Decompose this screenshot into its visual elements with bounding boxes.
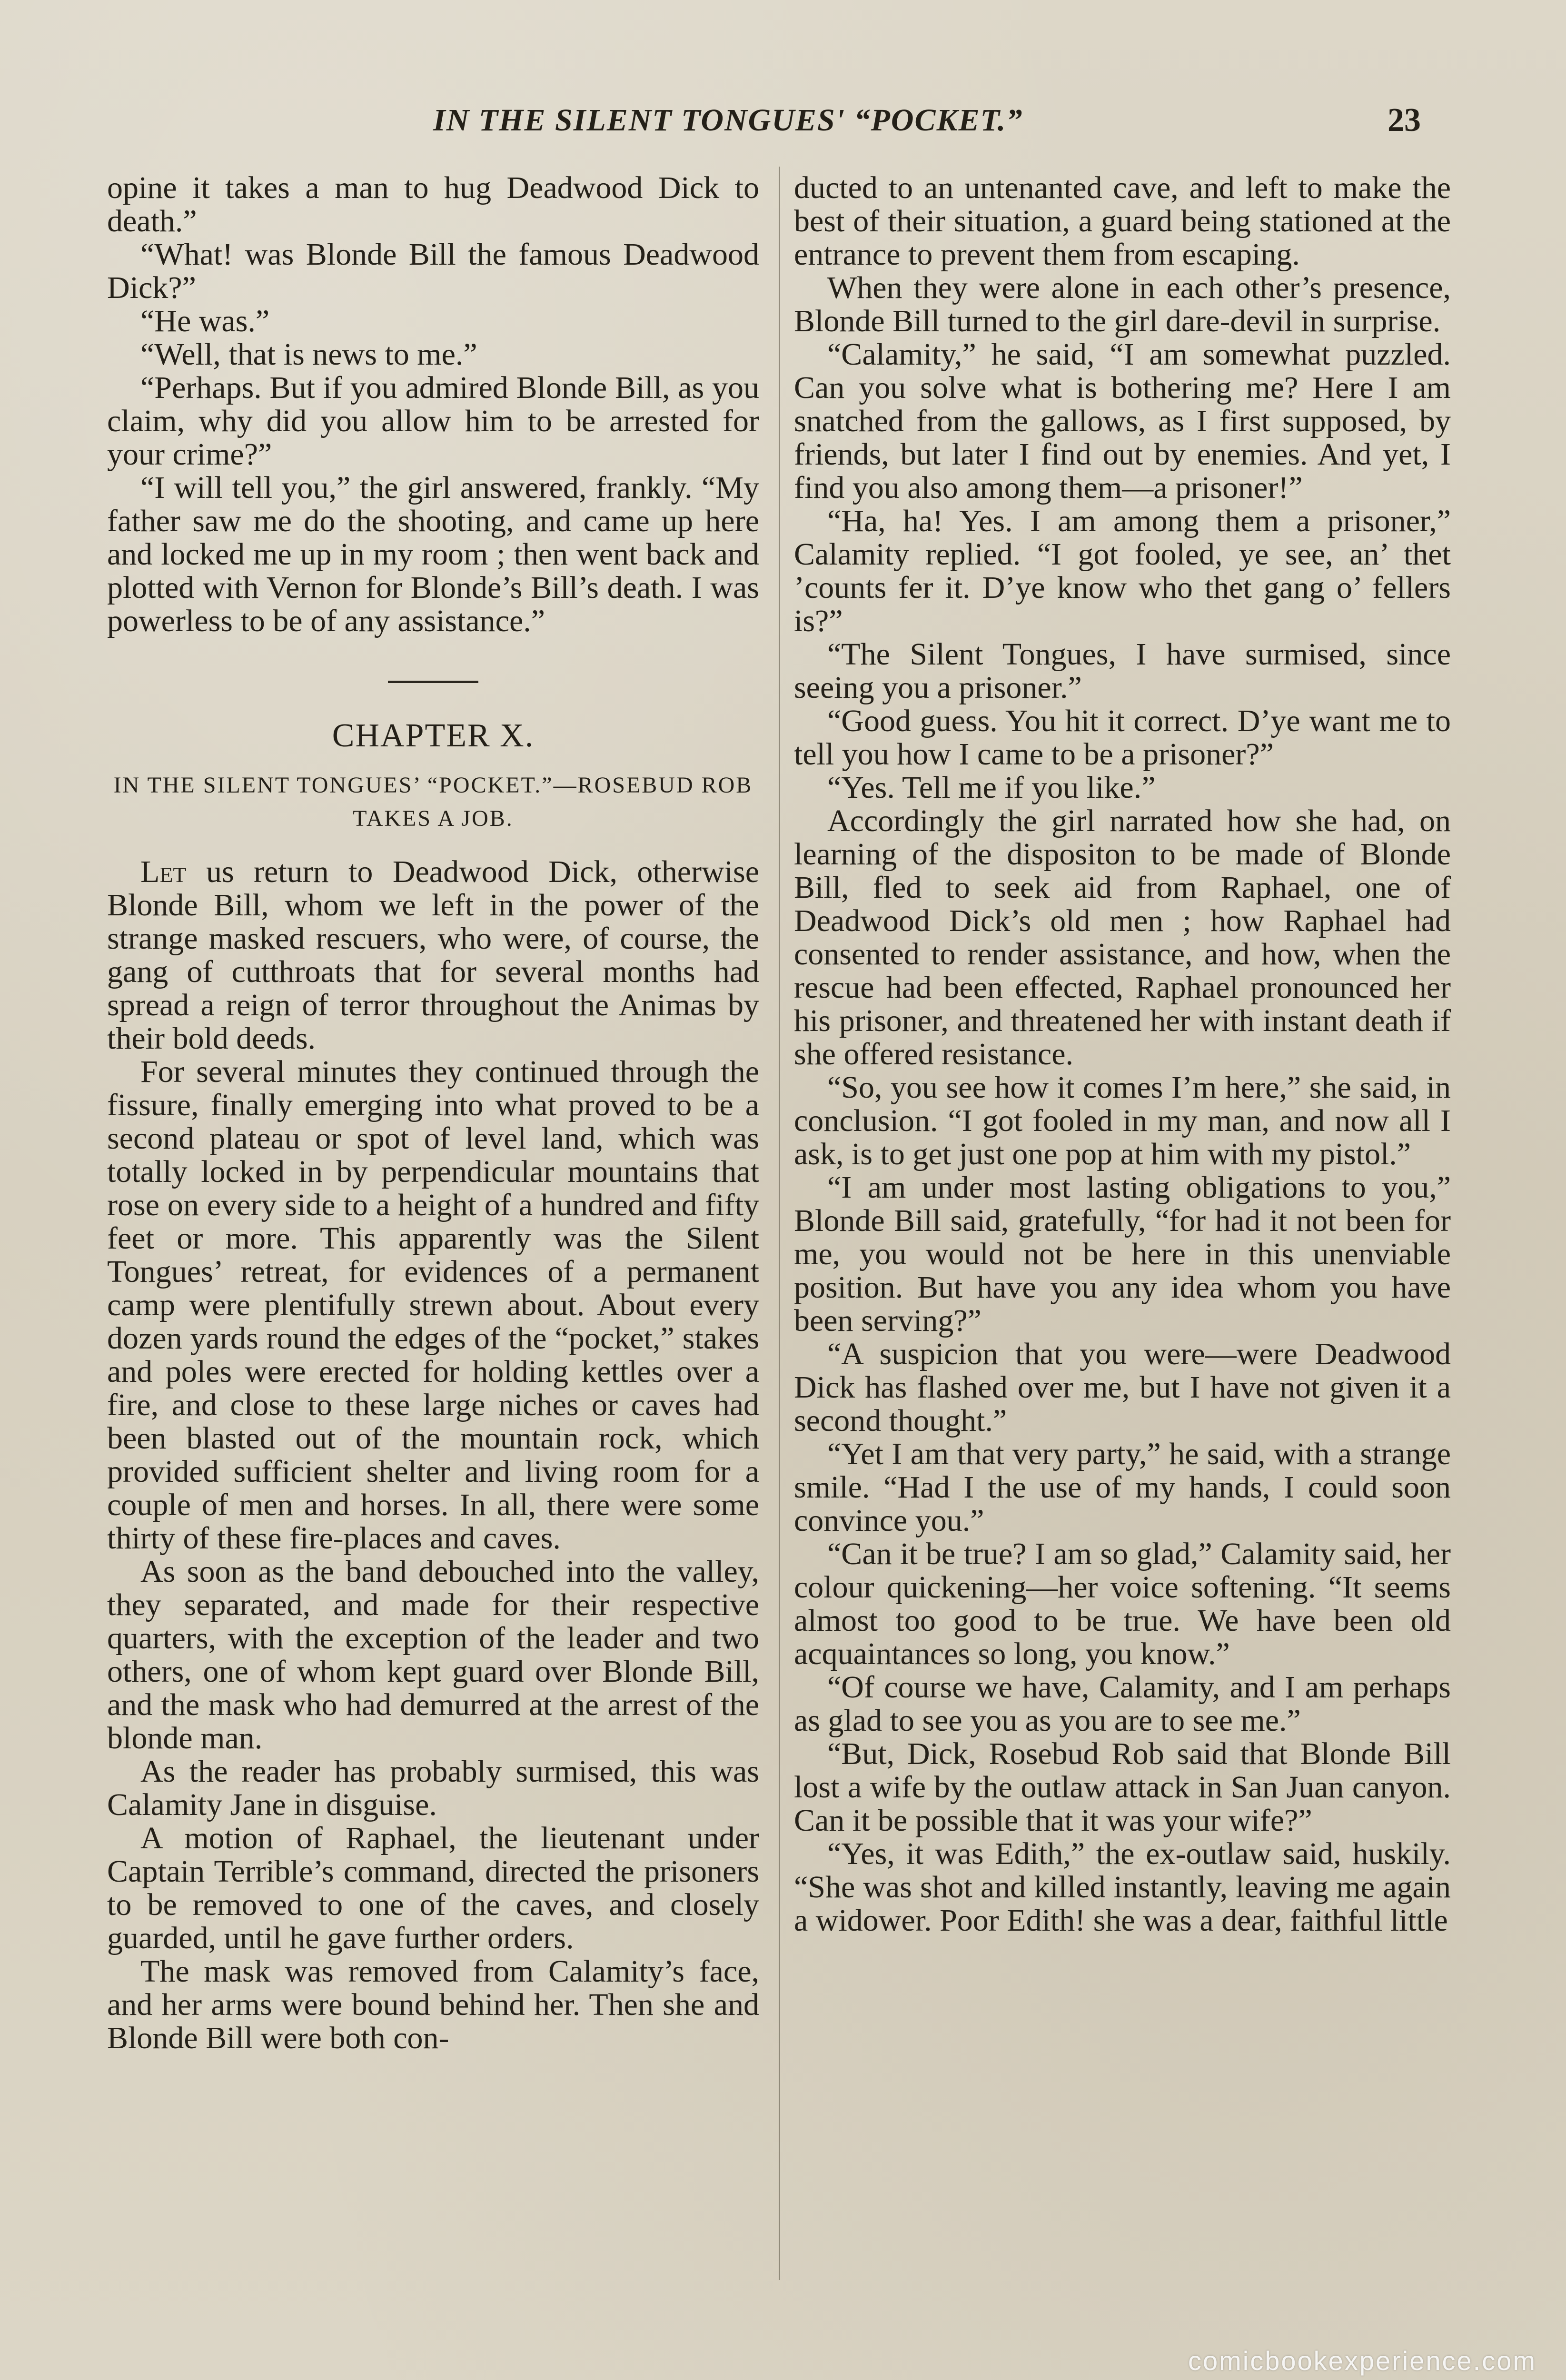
paragraph: “But, Dick, Rosebud Rob said that Blonde Bill lost a wife by the outlaw attack in San Juan canyon. Can it be possible that it was your wife?” (794, 1736, 1451, 1838)
paragraph: opine it takes a man to hug Deadwood Dick to death.” (107, 170, 759, 238)
paragraph: “Ha, ha! Yes. I am among them a prisoner,” Calamity replied. “I got fooled, ye see, an’ thet ’counts fer it. D’ye know who thet gang o’ fellers is?” (794, 504, 1451, 638)
running-head: IN THE SILENT TONGUES' “POCKET.” (433, 103, 1023, 138)
paragraph: “Can it be true? I am so glad,” Calamity said, her colour quickening—her voice softening. “It seems almost too good to be true. We have been old acquaintances so long, you know.” (794, 1537, 1451, 1671)
chapter-title: CHAPTER X. (332, 717, 535, 754)
paragraph: “So, you see how it comes I’m here,” she said, in conclusion. “I got fooled in my man, and now all I ask, is to get just one pop at him with my pistol.” (794, 1070, 1451, 1171)
left-text-column (107, 171, 759, 2055)
paragraph: ducted to an untenanted cave, and left to make the best of their situation, a guard being stationed at the entrance to prevent them from escaping. (794, 170, 1451, 272)
paragraph: A motion of Raphael, the lieutenant under Captain Terrible’s command, directed the prisoners to be removed to one of the caves, and closely guarded, until he gave further orders. (107, 1821, 759, 1955)
chapter-opening-paragraph (107, 855, 759, 1055)
paragraph: “The Silent Tongues, I have surmised, since seeing you a prisoner.” (794, 637, 1451, 705)
paragraph: “Of course we have, Calamity, and I am perhaps as glad to see you as you are to see me.” (794, 1670, 1451, 1738)
chapter-subtitle: IN THE SILENT TONGUES’ “POCKET.”—ROSEBUD ROB TAKES A JOB. (113, 773, 753, 831)
opening-paragraph-text: us return to Deadwood Dick, otherwise Blonde Bill, whom we left in the power of the strange masked rescuers, who were, of course, the gang of cutthroats that for several months had spread a reign of terror throughout the Animas by their bold deeds. (107, 854, 759, 1056)
paragraph: “Calamity,” he said, “I am somewhat puzzled. Can you solve what is bothering me? Here I am snatched from the gallows, as I first supposed, by friends, but later I find out by enemies. And yet, I find you also among them—a prisoner!” (794, 337, 1451, 505)
paragraph: “I am under most lasting obligations to you,” Blonde Bill said, gratefully, “for had it not been for me, you would not be here in this unenviable position. But have you any idea whom you have been serving?” (794, 1170, 1451, 1338)
paragraph: “A suspicion that you were—were Deadwood Dick has flashed over me, but I have not given it a second thought.” (794, 1337, 1451, 1438)
paragraph: “He was.” (140, 304, 270, 338)
chapter-divider (388, 681, 478, 683)
column-divider (779, 167, 780, 2280)
site-watermark: comicbookexperience.com (1188, 2346, 1536, 2376)
paragraph: “I will tell you,” the girl answered, frankly. “My father saw me do the shooting, and came up here and locked me up in my room ; then went back and plotted with Vernon for Blonde’s Bill’s death. I was powerless to be of any assistance.” (107, 470, 759, 638)
paragraph: “Well, that is news to me.” (140, 337, 477, 372)
paragraph: “Yes, it was Edith,” the ex-outlaw said, huskily. “She was shot and killed instantly, leaving me again a widower. Poor Edith! she was a dear, faithful little (794, 1836, 1451, 1938)
paragraph: As soon as the band debouched into the valley, they separated, and made for their respective quarters, with the exception of the leader and two others, one of whom kept guard over Blonde Bill, and the mask who had demurred at the arrest of the blonde man. (107, 1554, 759, 1755)
paragraph: “Perhaps. But if you admired Blonde Bill, as you claim, why did you allow him to be arrested for your crime?” (107, 370, 759, 472)
paragraph: “Good guess. You hit it correct. D’ye want me to tell you how I came to be a prisoner?” (794, 704, 1451, 772)
paragraph: The mask was removed from Calamity’s face, and her arms were bound behind her. Then she and Blonde Bill were both con- (107, 1954, 759, 2055)
page-header (0, 98, 1566, 150)
paragraph: When they were alone in each other’s presence, Blonde Bill turned to the girl dare-devil in surprise. (794, 270, 1451, 338)
paragraph: As the reader has probably surmised, this was Calamity Jane in disguise. (107, 1754, 759, 1822)
paragraph: “Yes. Tell me if you like.” (827, 770, 1156, 805)
paragraph: “What! was Blonde Bill the famous Deadwood Dick?” (107, 237, 759, 305)
page-number: 23 (1388, 102, 1421, 139)
paragraph: “Yet I am that very party,” he said, with a strange smile. “Had I the use of my hands, I could soon convince you.” (794, 1437, 1451, 1538)
paragraph: For several minutes they continued through the fissure, finally emerging into what proved to be a second plateau or spot of level land, which was totally locked in by perpendicular mountains that rose on every side to a height of a hundred and fifty feet or more. This apparently was the Silent Tongues’ retreat, for evidences of a permanent camp were plentifully strewn about. About every dozen yards round the edges of the “pocket,” stakes and poles were erected for holding kettles over a fire, and close to these large niches or caves had been blasted out of the mountain rock, which provided sufficient shelter and living room for a couple of men and horses. In all, there were some thirty of these fire-places and caves. (107, 1054, 759, 1556)
opening-word: Let (140, 854, 187, 889)
paragraph: Accordingly the girl narrated how she had, on learning of the dispositon to be made of Blonde Bill, fled to seek aid from Raphael, one of Deadwood Dick’s old men ; how Raphael had consented to render assistance, and how, when the rescue had been effected, Raphael pronounced her his prisoner, and threatened her with instant death if she offered resistance. (794, 803, 1451, 1071)
right-text-column (794, 171, 1451, 1937)
